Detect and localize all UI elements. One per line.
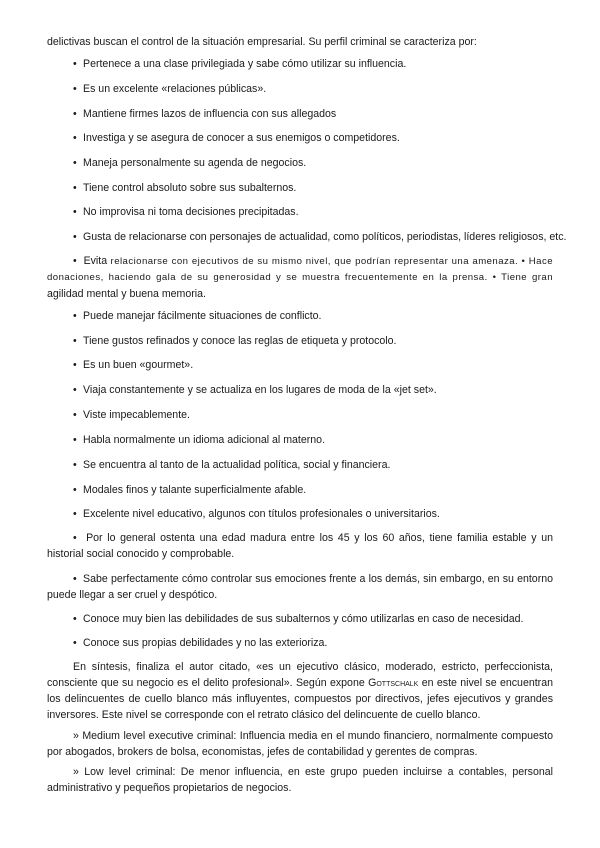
bullet-item: • Maneja personalmente su agenda de negocios. [73,157,307,169]
bullet-item: • Conoce muy bien las debilidades de sus subalternos y cómo utilizarlas en caso de necesidad. [73,613,524,625]
bullet-item: • Conoce sus propias debilidades y no las exterioriza. [73,637,328,649]
bullet-item: • Puede manejar fácilmente situaciones de conflicto. [73,310,322,322]
bullet-item: • Excelente nivel educativo, algunos con títulos profesionales o universitarios. [73,508,440,520]
bullet-item: • Investiga y se asegura de conocer a sus enemigos o competidores. [73,132,400,144]
bullet-item: • Es un excelente «relaciones públicas». [73,83,267,95]
low-level-paragraph: » Low level criminal: De menor influencia, en este grupo pueden incluirse a contables, personal administrativo y pequeños propietarios de negocios. [47,766,553,794]
merged-bullet-paragraph: • Evita relacionarse con ejecutivos de su mismo nivel, que podrían representar una amenaza. • Hace donaciones, haciendo gala de su generosidad y se muestra frecuentemente en la prensa. • Tiene gran agilidad mental y buena memoria. [47,255,553,300]
medium-level-paragraph: » Medium level executive criminal: Influencia media en el mundo financiero, normalmente compuesto por abogados, brokers de bolsa, economistas, jefes de contabilidad y gerentes de compras. [47,730,553,758]
bullet-item: • Mantiene firmes lazos de influencia con sus allegados [73,108,337,120]
summary-paragraph: En síntesis, finaliza el autor citado, «es un ejecutivo clásico, moderado, estricto, perfeccionista, consciente que su negocio es el delito profesional». Según expone Gottschalk en este nivel se encuentran los delincuentes de cuello blanco más influyentes, compuestos por directivos, jefes ejecutivos y grandes inversores. Este nivel se corresponde con el retrato clásico del delincuente de cuello blanco. [47,661,553,721]
bullet-long-item: • Sabe perfectamente cómo controlar sus emociones frente a los demás, sin embargo, en su entorno puede llegar a ser cruel y despótico. [47,573,554,601]
bullet-item: • Modales finos y talante superficialmente afable. [73,484,307,496]
bullet-item: • Viste impecablemente. [73,409,190,421]
bullet-long-item: • Por lo general ostenta una edad madura entre los 45 y los 60 años, tiene familia estable y un historial social conocido y comprobable. [47,532,553,560]
bullet-item: • Es un buen «gourmet». [73,359,194,371]
bullet-item: • Habla normalmente un idioma adicional al materno. [73,434,326,446]
bullet-item: • Se encuentra al tanto de la actualidad política, social y financiera. [73,459,391,471]
intro-line: delictivas buscan el control de la situación empresarial. Su perfil criminal se caracteriza por: [47,36,477,48]
bullet-item: • Gusta de relacionarse con personajes de actualidad, como políticos, periodistas, líderes religiosos, etc. [73,231,567,243]
bullet-item: • Tiene gustos refinados y conoce las reglas de etiqueta y protocolo. [73,335,397,347]
bullet-item: • No improvisa ni toma decisiones precipitadas. [73,206,299,218]
bullet-item: • Tiene control absoluto sobre sus subalternos. [73,182,297,194]
bullet-item: • Pertenece a una clase privilegiada y sabe cómo utilizar su influencia. [73,58,407,70]
bullet-item: • Viaja constantemente y se actualiza en los lugares de moda de la «jet set». [73,384,437,396]
